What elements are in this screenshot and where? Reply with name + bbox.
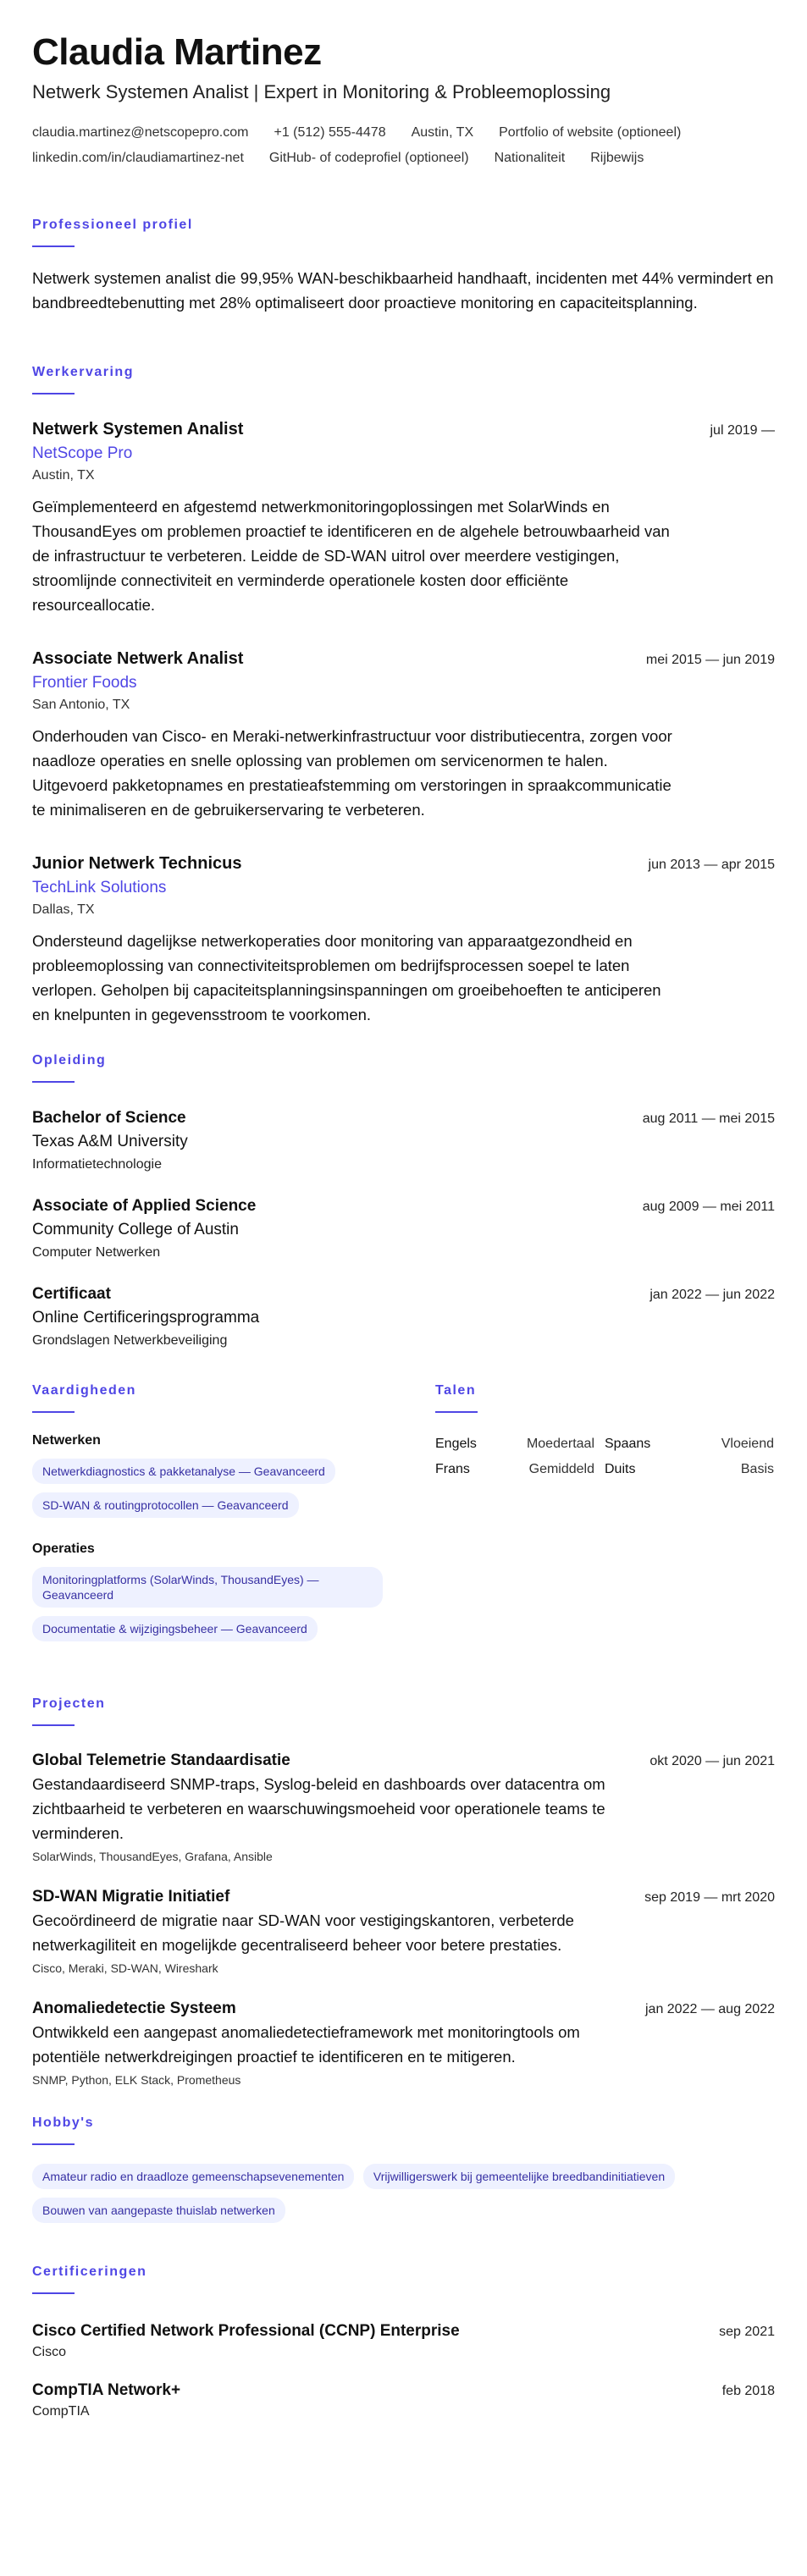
job-company: NetScope Pro: [32, 444, 133, 462]
project-description: Gestandaardiseerd SNMP-traps, Syslog-beleid en dashboards over datacentra om zichtbaarheid te verbeteren en waarschuwingsmoeheid voor operationele teams te verminderen.: [32, 1775, 605, 1842]
contact-nationality: Nationaliteit: [494, 151, 566, 165]
contact-location: Austin, TX: [411, 125, 474, 140]
section-divider: [32, 1411, 75, 1413]
job-dates: mei 2015 — jun 2019: [645, 653, 775, 667]
job-title: Netwerk Systemen Analist: [32, 420, 244, 439]
skill-tag: Netwerkdiagnostics & pakketanalyse — Geavanceerd: [32, 1459, 335, 1484]
section-title-education: Opleiding: [32, 1053, 107, 1067]
certification-entry: [32, 2320, 775, 2362]
section-title-certifications: Certificeringen: [32, 2264, 147, 2279]
projects-section: [32, 1696, 775, 2089]
language-item: [605, 1431, 774, 1457]
certifications-section: [32, 2264, 775, 2421]
language-level: Gemiddeld: [528, 1462, 594, 1476]
project-title: Global Telemetrie Standaardisatie: [32, 1751, 290, 1769]
job-location: Austin, TX: [32, 468, 95, 483]
contact-portfolio[interactable]: Portfolio of website (optioneel): [499, 125, 682, 140]
project-dates: jan 2022 — aug 2022: [644, 2002, 775, 2016]
skill-group: [32, 1431, 388, 1526]
project-tech: SolarWinds, ThousandEyes, Grafana, Ansible: [32, 1850, 273, 1863]
skill-group-title: Netwerken: [32, 1433, 101, 1448]
project-description: Gecoördineerd de migratie naar SD-WAN voor vestigingskantoren, verbeterde netwerkagiliteit en mogelijkde gecentraliseerd beheer voor betere prestaties.: [32, 1911, 574, 1954]
education-field: Informatietechnologie: [32, 1157, 162, 1172]
languages-section: [435, 1382, 775, 1662]
section-divider: [32, 2292, 75, 2294]
language-row: [435, 1457, 775, 1482]
project-dates: okt 2020 — jun 2021: [649, 1754, 775, 1768]
project-tech: Cisco, Meraki, SD-WAN, Wireshark: [32, 1961, 218, 1975]
project-dates: sep 2019 — mrt 2020: [644, 1890, 775, 1905]
skill-tag: Monitoringplatforms (SolarWinds, ThousandEyes) — Geavanceerd: [32, 1567, 383, 1608]
job-dates: jun 2013 — apr 2015: [648, 858, 775, 872]
education-school: Community College of Austin: [32, 1221, 239, 1238]
contact-linkedin[interactable]: linkedin.com/in/claudiamartinez-net: [32, 151, 244, 165]
education-entry: [32, 1194, 775, 1264]
education-field: Computer Netwerken: [32, 1245, 161, 1260]
section-title-projects: Projecten: [32, 1696, 106, 1711]
certification-date: sep 2021: [719, 2325, 775, 2339]
language-row: [435, 1431, 775, 1457]
experience-section: [32, 364, 775, 1027]
certification-issuer: Cisco: [32, 2345, 67, 2359]
section-title-experience: Werkervaring: [32, 365, 134, 379]
certification-entry: [32, 2379, 775, 2421]
language-name: Engels: [435, 1437, 477, 1451]
education-school: Online Certificeringsprogramma: [32, 1309, 260, 1327]
project-entry: [32, 1750, 775, 1866]
education-degree: Associate of Applied Science: [32, 1197, 257, 1215]
education-field: Grondslagen Netwerkbeveiliging: [32, 1333, 228, 1348]
job-description: Ondersteund dagelijkse netwerkoperaties door monitoring van apparaatgezondheid en probleemoplossing van connectiviteitsproblemen om bedrijfsprocessen soepel te laten verlopen. Geholpen bij capaciteitsplanningsinspanningen om groeibehoeften te anticiperen en knelpunten in gegevensstroom te voorkomen.: [32, 932, 661, 1023]
job-location: San Antonio, TX: [32, 698, 130, 712]
job-title: Associate Netwerk Analist: [32, 649, 244, 668]
language-name: Spaans: [605, 1437, 651, 1451]
education-section: [32, 1052, 775, 1352]
section-title-skills: Vaardigheden: [32, 1383, 136, 1398]
skills-section: [32, 1382, 388, 1662]
certification-date: feb 2018: [721, 2384, 775, 2398]
job-description: Onderhouden van Cisco- en Meraki-netwerkinfrastructuur voor distributiecentra, zorgen voor naadloze operaties en snelle oplossing van problemen om servicenormen te halen. Uitgevoerd pakketopnames en prestatieafstemming om verstoringen in spraakcommunicatie te minimaliseren en de gebruikerservaring te verbeteren.: [32, 727, 672, 819]
job-entry: [32, 851, 775, 1027]
language-level: Basis: [740, 1462, 774, 1476]
section-title-hobbies: Hobby's: [32, 2115, 94, 2130]
skills-languages-row: [32, 1382, 775, 1662]
language-name: Duits: [605, 1462, 636, 1476]
section-divider: [32, 245, 75, 247]
contact-github[interactable]: GitHub- of codeprofiel (optioneel): [268, 151, 469, 165]
candidate-name: Claudia Martinez: [32, 31, 322, 73]
section-title-profile: Professioneel profiel: [32, 218, 193, 232]
contact-phone[interactable]: +1 (512) 555-4478: [274, 125, 386, 140]
language-item: [605, 1457, 774, 1482]
education-school: Texas A&M University: [32, 1133, 188, 1150]
profile-section: [32, 217, 775, 315]
contact-info: [32, 120, 777, 171]
project-entry: [32, 1998, 775, 2089]
skill-group-title: Operaties: [32, 1542, 95, 1556]
hobby-tag: Amateur radio en draadloze gemeenschapsevenementen: [32, 2164, 354, 2189]
contact-drivers-license: Rijbewijs: [590, 151, 644, 165]
skill-tag: SD-WAN & routingprotocollen — Geavanceerd: [32, 1492, 299, 1518]
job-description: Geïmplementeerd en afgestemd netwerkmonitoringoplossingen met SolarWinds en ThousandEyes om problemen proactief te identificeren en de algehele betrouwbaarheid van de infrastructuur te verbeteren. Leidde de SD-WAN uitrol over meerdere vestigingen, stroomlijnde connectiviteit en verminderde operationele kosten door efficiënte resourceallocatie.: [32, 498, 670, 614]
education-dates: aug 2011 — mei 2015: [642, 1111, 775, 1126]
certification-issuer: CompTIA: [32, 2404, 90, 2419]
certification-name: Cisco Certified Network Professional (CCNP) Enterprise: [32, 2322, 460, 2340]
education-dates: jan 2022 — jun 2022: [649, 1288, 775, 1302]
education-entry: [32, 1106, 775, 1176]
section-divider: [32, 2143, 75, 2145]
job-title: Junior Netwerk Technicus: [32, 854, 242, 873]
contact-email[interactable]: claudia.martinez@netscopepro.com: [32, 125, 249, 140]
job-entry: [32, 416, 775, 617]
project-title: Anomaliedetectie Systeem: [32, 2000, 236, 2017]
language-level: Moedertaal: [526, 1437, 594, 1451]
skill-tag: Documentatie & wijzigingsbeheer — Geavanceerd: [32, 1616, 318, 1641]
section-divider: [32, 1081, 75, 1083]
profile-summary: Netwerk systemen analist die 99,95% WAN-beschikbaarheid handhaaft, incidenten met 44% vermindert en bandbreedtebenutting met 28% optimaliseert door proactieve monitoring en capaciteitsplanning.: [32, 269, 774, 312]
section-title-languages: Talen: [435, 1383, 477, 1398]
job-company: TechLink Solutions: [32, 879, 167, 896]
project-description: Ontwikkeld een aangepast anomaliedetectieframework met monitoringtools om potentiële netwerkdreigingen proactief te identificeren en te mitigeren.: [32, 2023, 580, 2066]
education-degree: Bachelor of Science: [32, 1109, 186, 1127]
candidate-headline: Netwerk Systemen Analist | Expert in Monitoring & Probleemoplossing: [32, 81, 611, 102]
job-location: Dallas, TX: [32, 902, 95, 917]
language-item: [435, 1431, 605, 1457]
project-title: SD-WAN Migratie Initiatief: [32, 1888, 230, 1906]
language-level: Vloeiend: [721, 1437, 774, 1451]
hobbies-section: [32, 2115, 775, 2231]
education-dates: aug 2009 — mei 2011: [642, 1200, 775, 1214]
section-divider: [435, 1411, 478, 1413]
hobby-tag: Bouwen van aangepaste thuislab netwerken: [32, 2198, 285, 2223]
job-entry: [32, 646, 775, 822]
section-divider: [32, 393, 75, 394]
certification-name: CompTIA Network+: [32, 2381, 181, 2399]
project-tech: SNMP, Python, ELK Stack, Prometheus: [32, 2073, 241, 2087]
hobby-tag: Vrijwilligerswerk bij gemeentelijke breedbandinitiatieven: [363, 2164, 675, 2189]
education-entry: [32, 1282, 775, 1352]
job-dates: jul 2019 —: [710, 423, 775, 438]
language-item: [435, 1457, 605, 1482]
section-divider: [32, 1724, 75, 1726]
language-name: Frans: [435, 1462, 470, 1476]
project-entry: [32, 1886, 775, 1978]
education-degree: Certificaat: [32, 1285, 111, 1303]
job-company: Frontier Foods: [32, 674, 137, 692]
skill-group: [32, 1540, 388, 1650]
